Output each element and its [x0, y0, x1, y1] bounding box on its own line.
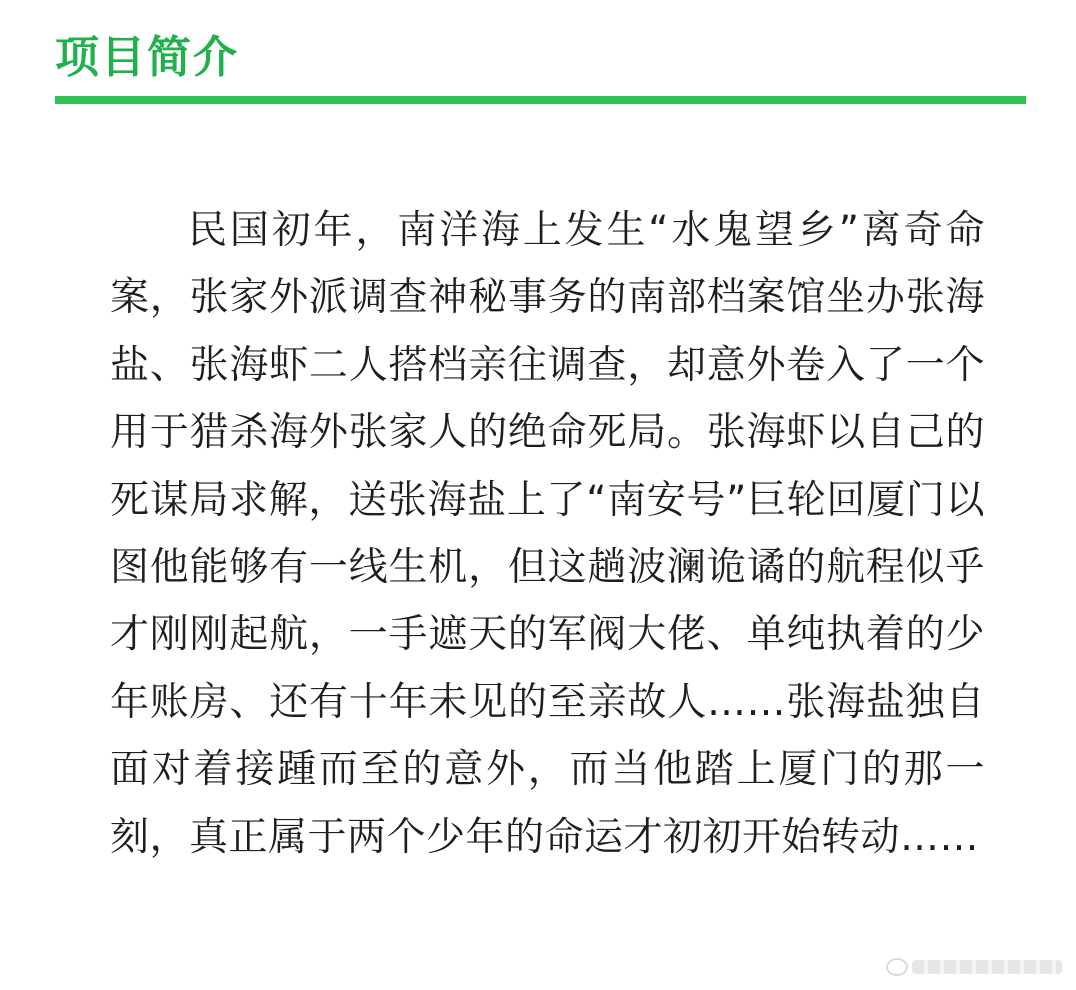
section-title: 项目简介	[55, 32, 239, 83]
watermark-handle	[912, 960, 1062, 974]
title-underline-divider	[55, 96, 1026, 104]
watermark	[886, 958, 1062, 976]
synopsis-paragraph: 民国初年，南洋海上发生“水鬼望乡”离奇命案，张家外派调查神秘事务的南部档案馆坐办张海盐、张海虾二人搭档亲往调查，却意外卷入了一个用于猎杀海外张家人的绝命死局。张海虾以自己的死谋局求解，送张海盐上了“南安号”巨轮回厦门以图他能够有一线生机，但这趟波澜诡谲的航程似乎才刚刚起航，一手遮天的军阀大佬、单纯执着的少年账房、还有十年未见的至亲故人……张海盐独自面对着接踵而至的意外，而当他踏上厦门的那一刻，真正属于两个少年的命运才初初开始转动……	[110, 208, 985, 860]
watermark-logo-icon	[886, 958, 908, 976]
